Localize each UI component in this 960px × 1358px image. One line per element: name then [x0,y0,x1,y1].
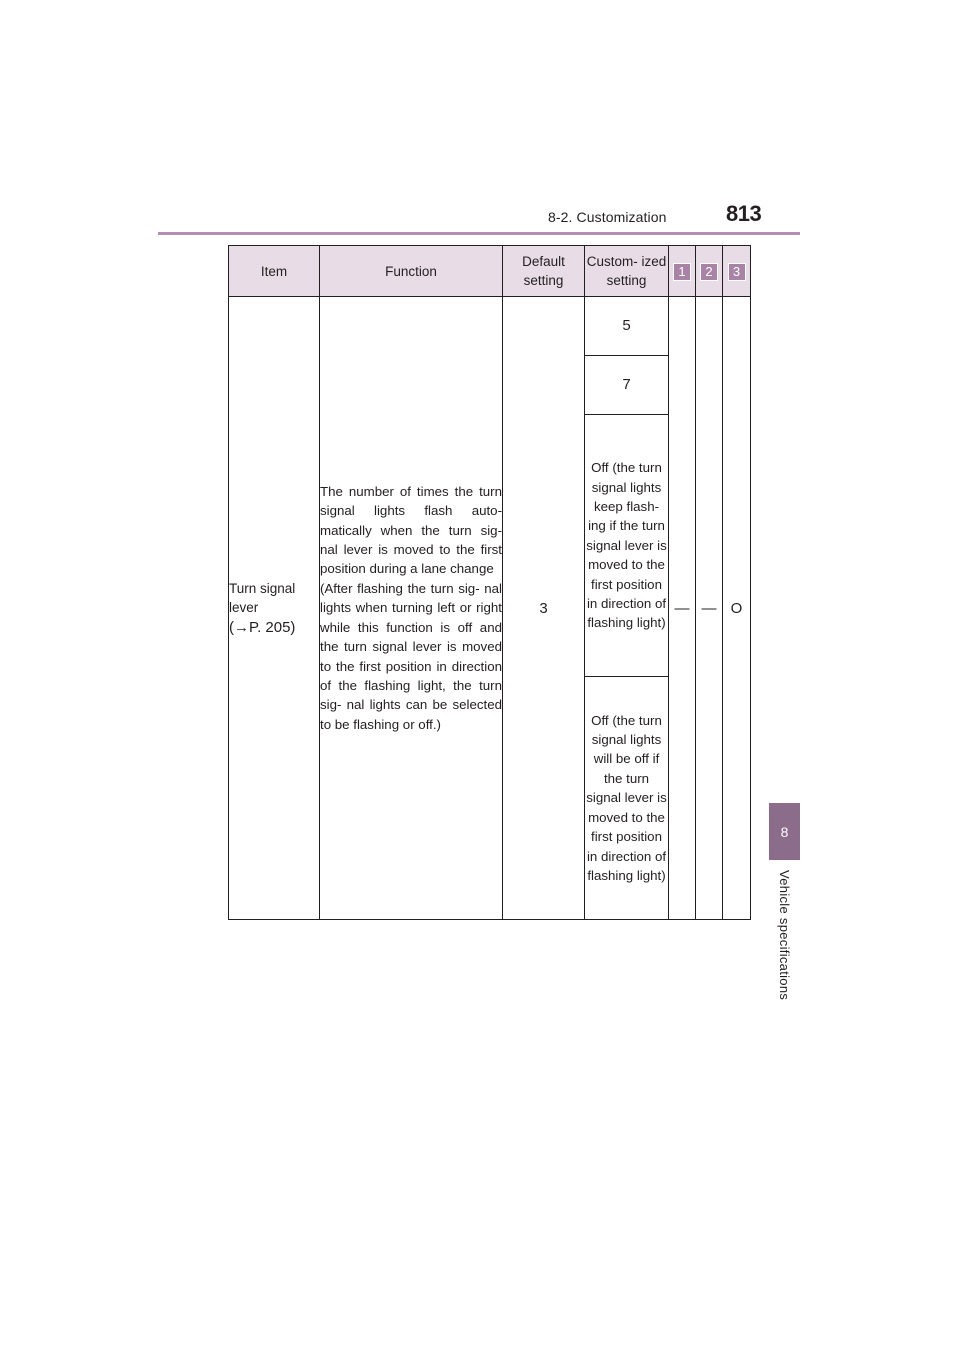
customization-table [228,245,751,920]
method-2-mark: — [696,297,723,920]
method-3-badge: 3 [728,263,746,281]
customized-option-7: 7 [585,356,669,415]
customized-option-off-keep-flashing: Off (the turn signal lights keep flash- ing if the turn signal lever is moved to the first position in direction of flashing light) [585,415,669,677]
page-number: 813 [726,201,762,226]
chapter-tab [769,803,800,860]
page-header [0,0,960,240]
table-row [229,297,751,356]
customized-option-off-lights-off: Off (the turn signal lights will be off if the turn signal lever is moved to the first position in direction of flashing light) [585,677,669,920]
method-1-badge: 1 [673,263,691,281]
function-description: The number of times the turn signal lights flash auto- matically when the turn sig- nal lever is moved to the first position during a lane change [320,483,502,577]
item-name-line1: Turn signal [229,580,296,596]
chapter-number: 8 [780,823,789,840]
table-header-row [229,246,751,297]
method-3-mark: O [723,297,751,920]
chapter-label-text: Vehicle specifications [777,870,792,1001]
method-2-badge: 2 [700,263,718,281]
item-cell [229,297,320,920]
header-divider [158,232,800,235]
section-title: 8-2. Customization [548,209,667,225]
column-header-method-2 [696,246,723,297]
default-setting-cell: 3 [503,297,585,920]
column-header-item: Item [229,246,320,297]
function-cell [320,297,503,920]
column-header-function: Function [320,246,503,297]
customized-option-5: 5 [585,297,669,356]
page-reference-link[interactable]: (→P. 205) [229,618,296,636]
item-name-line2: lever [229,600,259,616]
function-note: (After flashing the turn sig- nal lights when turning left or right while this function is off and the turn signal lever is moved to the first position in direction of the flashing light, the turn sig- nal lights can be selected to be flashing or off.) [320,580,502,732]
column-header-method-3 [723,246,751,297]
column-header-method-1 [669,246,696,297]
column-header-customized-setting: Custom- ized setting [585,246,669,297]
method-1-mark: — [669,297,696,920]
column-header-default-setting: Default setting [503,246,585,297]
